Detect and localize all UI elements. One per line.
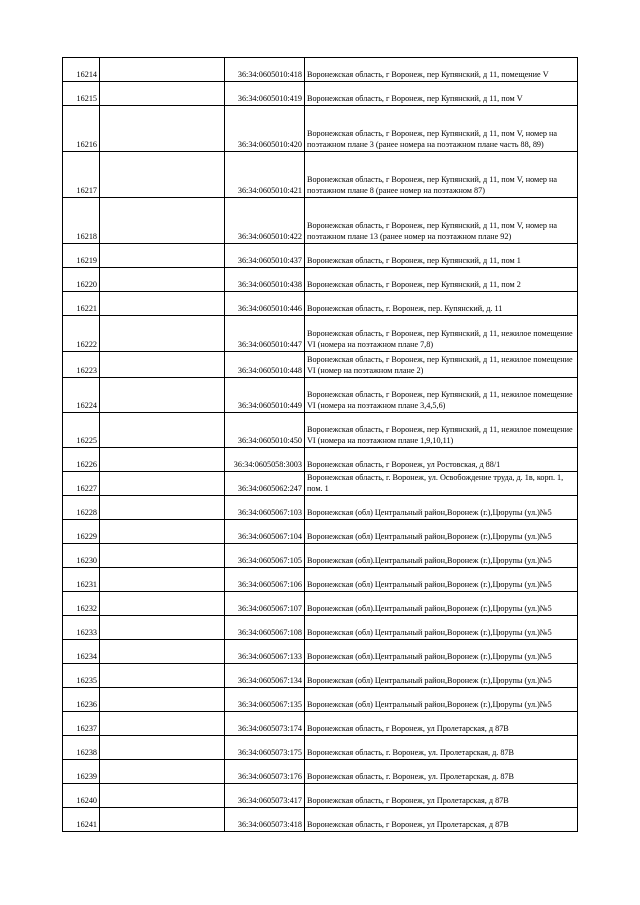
address: Воронежская область, г. Воронеж, пер. Купянский, д. 11 bbox=[305, 292, 578, 316]
empty-cell bbox=[100, 664, 225, 688]
row-number: 16239 bbox=[63, 760, 100, 784]
empty-cell bbox=[100, 544, 225, 568]
empty-cell bbox=[100, 760, 225, 784]
cadastral-number: 36:34:0605010:420 bbox=[225, 106, 305, 152]
table-row bbox=[63, 808, 578, 832]
row-number: 16220 bbox=[63, 268, 100, 292]
registry-table bbox=[62, 57, 578, 832]
address: Воронежская область, г Воронеж, пер Купянский, д 11, пом 1 bbox=[305, 244, 578, 268]
row-number: 16214 bbox=[63, 58, 100, 82]
cadastral-number: 36:34:0605067:104 bbox=[225, 520, 305, 544]
address: Воронежская область, г Воронеж, ул Пролетарская, д 87В bbox=[305, 808, 578, 832]
address: Воронежская (обл) Центральный район,Воронеж (г.),Цюрупы (ул.)№5 bbox=[305, 664, 578, 688]
address: Воронежская область, г Воронеж, ул Пролетарская, д 87В bbox=[305, 784, 578, 808]
empty-cell bbox=[100, 268, 225, 292]
cadastral-number: 36:34:0605010:449 bbox=[225, 378, 305, 413]
empty-cell bbox=[100, 640, 225, 664]
cadastral-number: 36:34:0605067:108 bbox=[225, 616, 305, 640]
table-row bbox=[63, 413, 578, 448]
table-row bbox=[63, 378, 578, 413]
address: Воронежская область, г Воронеж, пер Купянский, д 11, пом V, номер на поэтажном плане 8 (ранее номер на поэтажном 87) bbox=[305, 152, 578, 198]
address: Воронежская область, г Воронеж, пер Купянский, д 11, пом 2 bbox=[305, 268, 578, 292]
row-number: 16229 bbox=[63, 520, 100, 544]
cadastral-number: 36:34:0605073:418 bbox=[225, 808, 305, 832]
cadastral-number: 36:34:0605010:446 bbox=[225, 292, 305, 316]
empty-cell bbox=[100, 568, 225, 592]
empty-cell bbox=[100, 496, 225, 520]
table-row bbox=[63, 316, 578, 352]
cadastral-number: 36:34:0605010:447 bbox=[225, 316, 305, 352]
empty-cell bbox=[100, 378, 225, 413]
address: Воронежская область, г Воронеж, пер Купянский, д 11, пом V, номер на поэтажном плане 13 (ранее номер на поэтажном плане 92) bbox=[305, 198, 578, 244]
table-row bbox=[63, 616, 578, 640]
row-number: 16224 bbox=[63, 378, 100, 413]
address: Воронежская (обл) Центральный район,Воронеж (г.),Цюрупы (ул.)№5 bbox=[305, 496, 578, 520]
address: Воронежская область, г. Воронеж, ул. Пролетарская, д. 87В bbox=[305, 736, 578, 760]
cadastral-number: 36:34:0605067:103 bbox=[225, 496, 305, 520]
cadastral-number: 36:34:0605058:3003 bbox=[225, 448, 305, 472]
cadastral-number: 36:34:0605067:135 bbox=[225, 688, 305, 712]
table-row bbox=[63, 152, 578, 198]
cadastral-number: 36:34:0605067:107 bbox=[225, 592, 305, 616]
empty-cell bbox=[100, 808, 225, 832]
row-number: 16225 bbox=[63, 413, 100, 448]
row-number: 16215 bbox=[63, 82, 100, 106]
address: Воронежская область, г Воронеж, пер Купянский, д 11, пом V, номер на поэтажном плане 3 (ранее номера на поэтажном плане часть 88, 89) bbox=[305, 106, 578, 152]
address: Воронежская (обл).Центральный район,Воронеж (г.),Цюрупы (ул.)№5 bbox=[305, 544, 578, 568]
row-number: 16221 bbox=[63, 292, 100, 316]
row-number: 16223 bbox=[63, 352, 100, 378]
registry-table-body bbox=[63, 58, 578, 832]
row-number: 16227 bbox=[63, 472, 100, 496]
cadastral-number: 36:34:0605067:106 bbox=[225, 568, 305, 592]
table-row bbox=[63, 448, 578, 472]
cadastral-number: 36:34:0605067:133 bbox=[225, 640, 305, 664]
empty-cell bbox=[100, 520, 225, 544]
table-row bbox=[63, 544, 578, 568]
table-row bbox=[63, 244, 578, 268]
table-row bbox=[63, 198, 578, 244]
address: Воронежская (обл) Центральный район,Воронеж (г.),Цюрупы (ул.)№5 bbox=[305, 568, 578, 592]
row-number: 16228 bbox=[63, 496, 100, 520]
table-row bbox=[63, 688, 578, 712]
row-number: 16235 bbox=[63, 664, 100, 688]
row-number: 16216 bbox=[63, 106, 100, 152]
empty-cell bbox=[100, 198, 225, 244]
row-number: 16232 bbox=[63, 592, 100, 616]
empty-cell bbox=[100, 82, 225, 106]
cadastral-number: 36:34:0605073:417 bbox=[225, 784, 305, 808]
cadastral-number: 36:34:0605010:418 bbox=[225, 58, 305, 82]
table-row bbox=[63, 568, 578, 592]
table-row bbox=[63, 760, 578, 784]
table-row bbox=[63, 496, 578, 520]
cadastral-number: 36:34:0605073:174 bbox=[225, 712, 305, 736]
row-number: 16231 bbox=[63, 568, 100, 592]
empty-cell bbox=[100, 448, 225, 472]
row-number: 16218 bbox=[63, 198, 100, 244]
empty-cell bbox=[100, 316, 225, 352]
cadastral-number: 36:34:0605010:438 bbox=[225, 268, 305, 292]
table-row bbox=[63, 712, 578, 736]
cadastral-number: 36:34:0605010:448 bbox=[225, 352, 305, 378]
cadastral-number: 36:34:0605010:422 bbox=[225, 198, 305, 244]
empty-cell bbox=[100, 106, 225, 152]
table-row bbox=[63, 106, 578, 152]
row-number: 16233 bbox=[63, 616, 100, 640]
cadastral-number: 36:34:0605067:134 bbox=[225, 664, 305, 688]
table-row bbox=[63, 268, 578, 292]
cadastral-number: 36:34:0605010:419 bbox=[225, 82, 305, 106]
address: Воронежская область, г Воронеж, пер Купянский, д 11, нежилое помещение VI (номер на поэтажном плане 2) bbox=[305, 352, 578, 378]
address: Воронежская область, г Воронеж, пер Купянский, д 11, пом V bbox=[305, 82, 578, 106]
row-number: 16222 bbox=[63, 316, 100, 352]
address: Воронежская (обл) Центральный район,Воронеж (г.),Цюрупы (ул.)№5 bbox=[305, 520, 578, 544]
empty-cell bbox=[100, 413, 225, 448]
address: Воронежская область, г Воронеж, пер Купянский, д 11, нежилое помещение VI (номера на поэтажном плане 7,8) bbox=[305, 316, 578, 352]
empty-cell bbox=[100, 58, 225, 82]
empty-cell bbox=[100, 352, 225, 378]
empty-cell bbox=[100, 736, 225, 760]
row-number: 16236 bbox=[63, 688, 100, 712]
cadastral-number: 36:34:0605010:421 bbox=[225, 152, 305, 198]
empty-cell bbox=[100, 616, 225, 640]
row-number: 16217 bbox=[63, 152, 100, 198]
empty-cell bbox=[100, 784, 225, 808]
row-number: 16230 bbox=[63, 544, 100, 568]
table-row bbox=[63, 82, 578, 106]
address: Воронежская область, г Воронеж, пер Купянский, д 11, помещение V bbox=[305, 58, 578, 82]
row-number: 16234 bbox=[63, 640, 100, 664]
cadastral-number: 36:34:0605010:437 bbox=[225, 244, 305, 268]
address: Воронежская область, г Воронеж, пер Купянский, д 11, нежилое помещение VI (номера на поэтажном плане 1,9,10,11) bbox=[305, 413, 578, 448]
row-number: 16241 bbox=[63, 808, 100, 832]
cadastral-number: 36:34:0605073:175 bbox=[225, 736, 305, 760]
empty-cell bbox=[100, 152, 225, 198]
address: Воронежская область, г. Воронеж, ул. Освобождение труда, д. 1в, корп. 1, пом. 1 bbox=[305, 472, 578, 496]
empty-cell bbox=[100, 592, 225, 616]
table-row bbox=[63, 784, 578, 808]
empty-cell bbox=[100, 712, 225, 736]
address: Воронежская область, г. Воронеж, ул. Пролетарская, д. 87В bbox=[305, 760, 578, 784]
address: Воронежская область, г Воронеж, ул Пролетарская, д 87В bbox=[305, 712, 578, 736]
empty-cell bbox=[100, 688, 225, 712]
table-row bbox=[63, 520, 578, 544]
empty-cell bbox=[100, 292, 225, 316]
row-number: 16219 bbox=[63, 244, 100, 268]
empty-cell bbox=[100, 244, 225, 268]
cadastral-number: 36:34:0605010:450 bbox=[225, 413, 305, 448]
address: Воронежская (обл).Центральный район,Воронеж (г.),Цюрупы (ул.)№5 bbox=[305, 640, 578, 664]
row-number: 16238 bbox=[63, 736, 100, 760]
address: Воронежская (обл) Центральный район,Воронеж (г.),Цюрупы (ул.)№5 bbox=[305, 616, 578, 640]
table-row bbox=[63, 664, 578, 688]
address: Воронежская (обл).Центральный район,Воронеж (г.),Цюрупы (ул.)№5 bbox=[305, 592, 578, 616]
row-number: 16226 bbox=[63, 448, 100, 472]
cadastral-number: 36:34:0605073:176 bbox=[225, 760, 305, 784]
address: Воронежская область, г Воронеж, ул Ростовская, д 88/1 bbox=[305, 448, 578, 472]
address: Воронежская (обл) Центральный район,Воронеж (г.),Цюрупы (ул.)№5 bbox=[305, 688, 578, 712]
table-row bbox=[63, 292, 578, 316]
empty-cell bbox=[100, 472, 225, 496]
table-row bbox=[63, 736, 578, 760]
table-row bbox=[63, 640, 578, 664]
table-row bbox=[63, 58, 578, 82]
cadastral-number: 36:34:0605062:247 bbox=[225, 472, 305, 496]
cadastral-number: 36:34:0605067:105 bbox=[225, 544, 305, 568]
table-row bbox=[63, 472, 578, 496]
row-number: 16240 bbox=[63, 784, 100, 808]
table-row bbox=[63, 592, 578, 616]
row-number: 16237 bbox=[63, 712, 100, 736]
address: Воронежская область, г Воронеж, пер Купянский, д 11, нежилое помещение VI (номера на поэтажном плане 3,4,5,6) bbox=[305, 378, 578, 413]
table-row bbox=[63, 352, 578, 378]
